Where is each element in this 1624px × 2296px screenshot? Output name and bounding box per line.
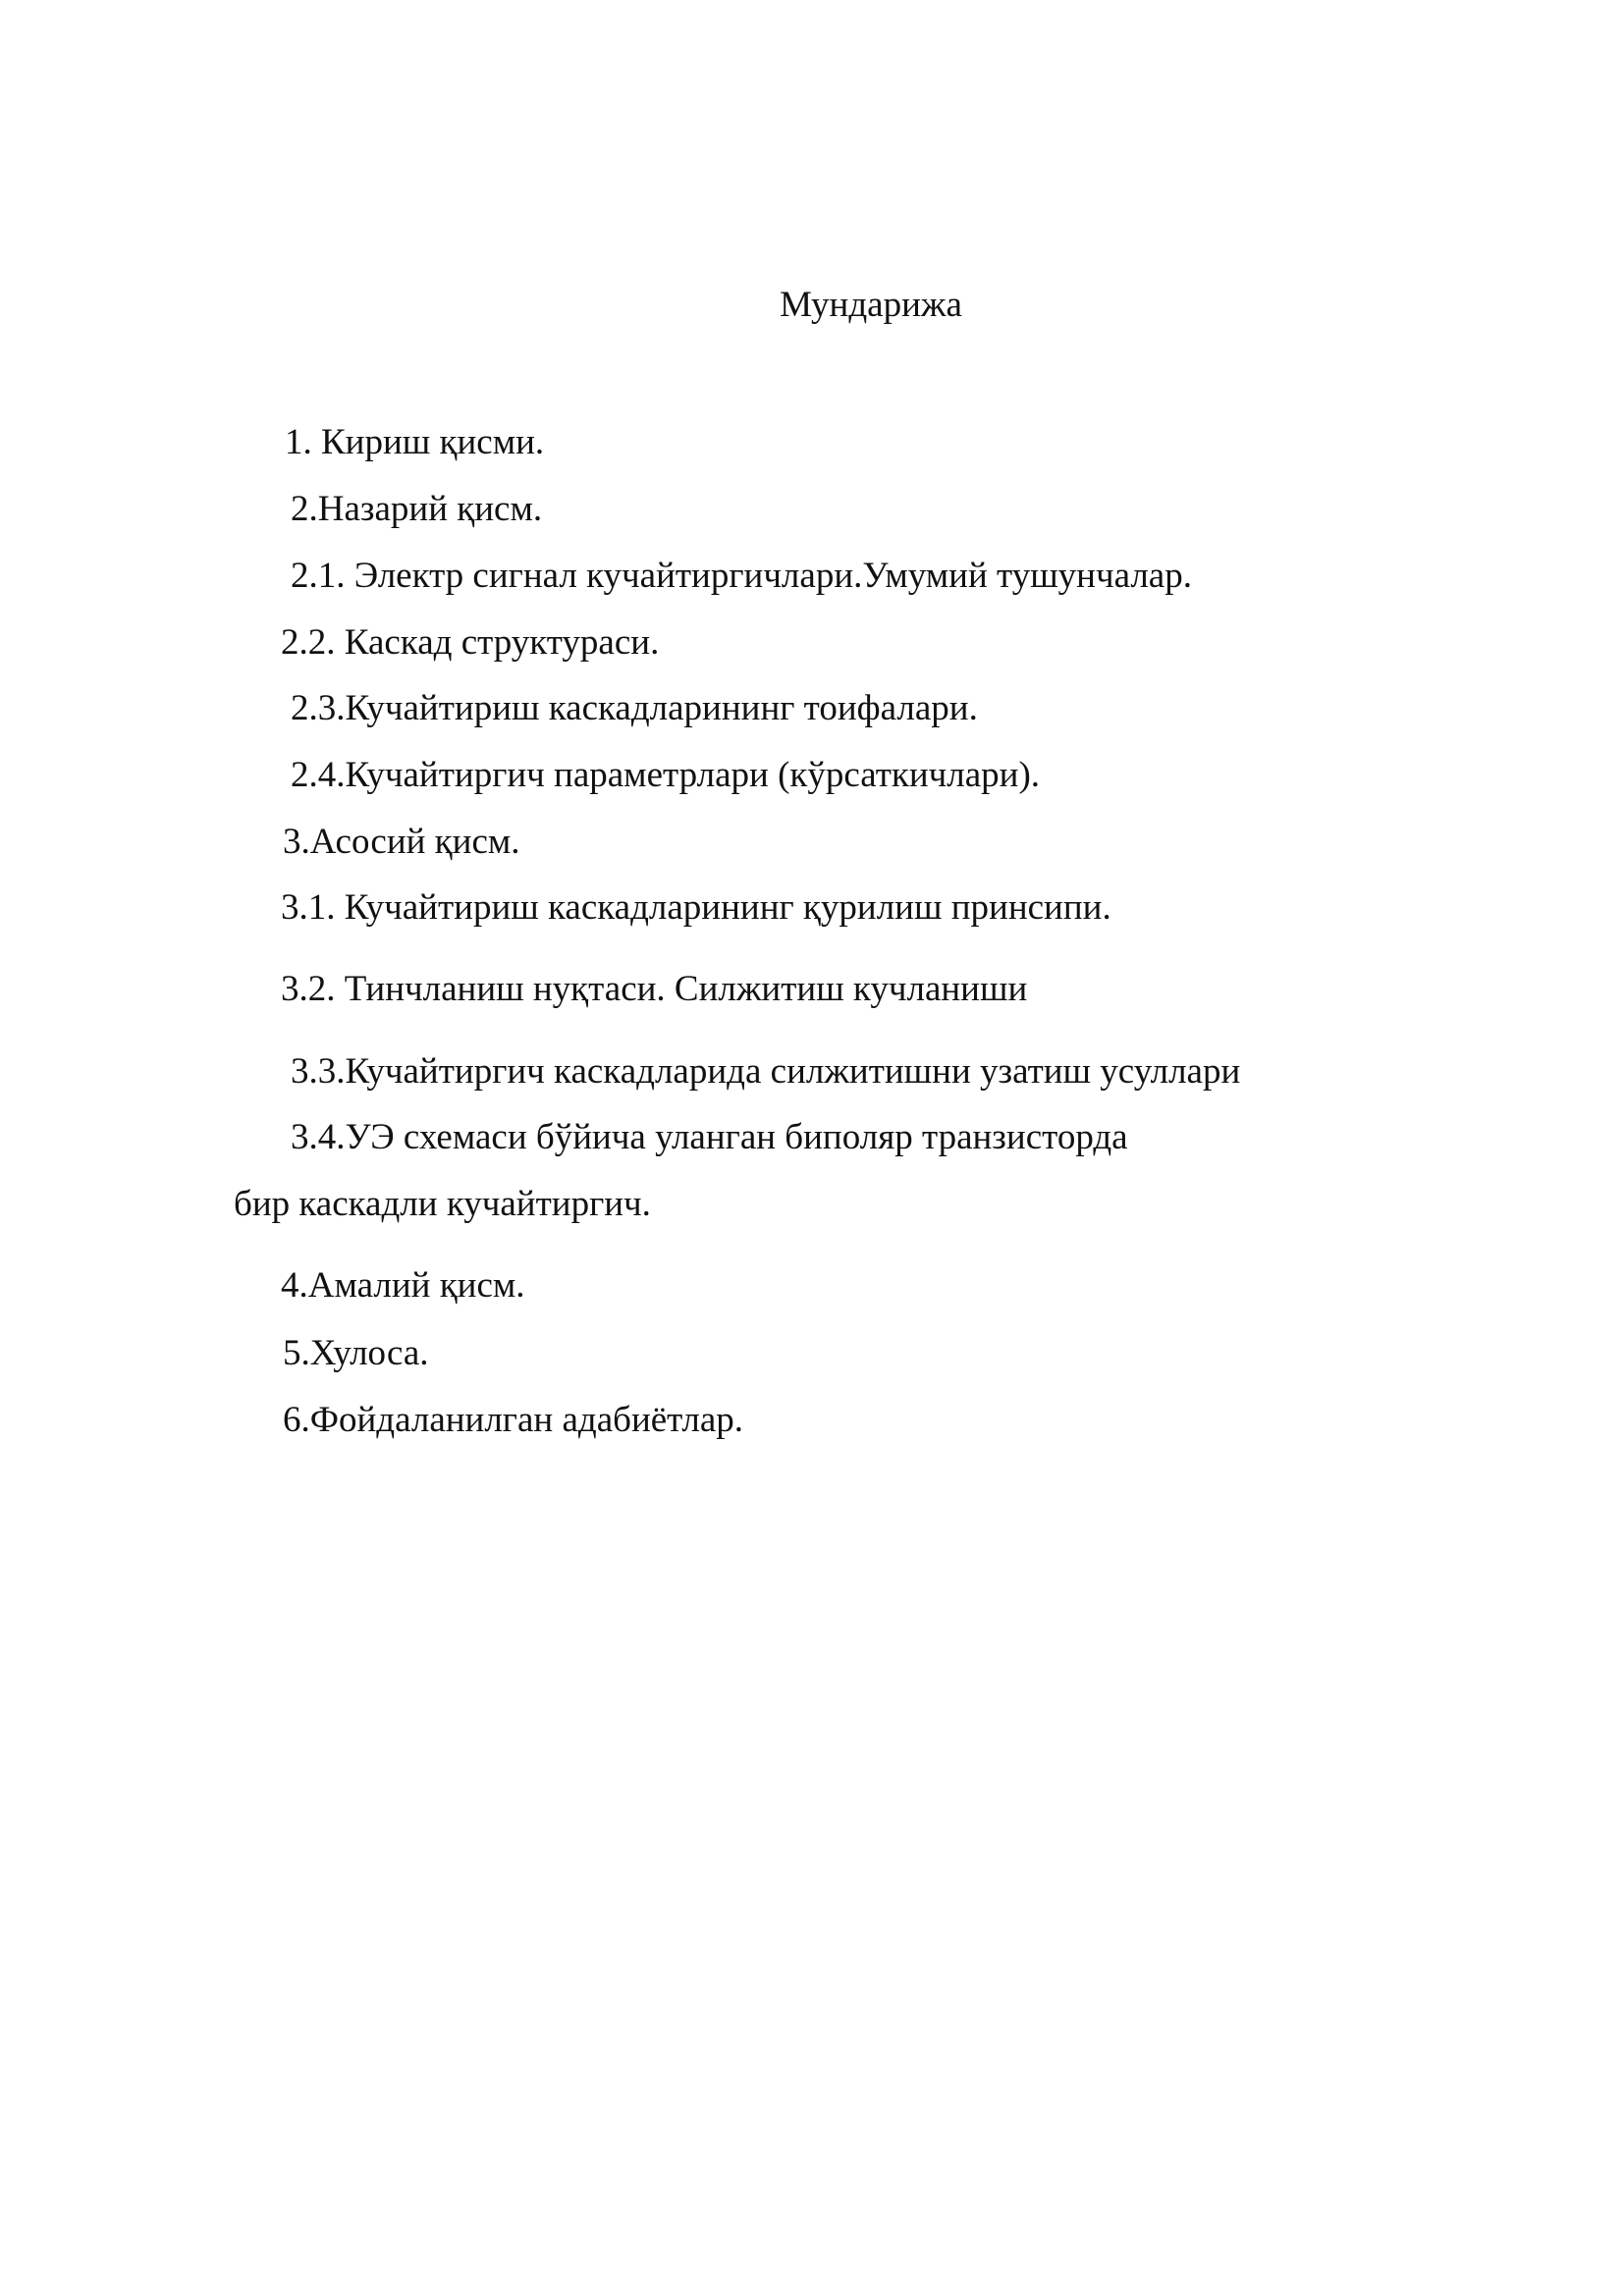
toc-item: 5.Хулоса. [283,1333,429,1373]
toc-item: 2.1. Электр сигнал кучайтиргичлари.Умумий тушунчалар. [291,556,1192,596]
toc-item: 3.3.Кучайтиргич каскадларида силжитишни узатиш усуллари [291,1051,1241,1092]
toc-item: 3.Асосий қисм. [283,822,520,862]
page-title: Мундарижа [780,285,962,325]
toc-item: 3.4.УЭ схемаси бўйича уланган биполяр транзисторда [291,1117,1128,1157]
toc-item: 2.2. Каскад структураси. [281,622,660,663]
toc-item: 3.2. Тинчланиш нуқтаси. Силжитиш кучланиши [281,969,1028,1009]
toc-item: 2.3.Кучайтириш каскадларининг тоифалари. [291,688,978,728]
toc-item: 2.4.Кучайтиргич параметрлари (кўрсаткичлари). [291,755,1041,795]
toc-item: 6.Фойдаланилган адабиётлар. [283,1400,744,1440]
toc-item: 2.Назарий қисм. [291,489,543,529]
toc-item-continuation: бир каскадли кучайтиргич. [234,1184,651,1224]
toc-item: 3.1. Кучайтириш каскадларининг қурилиш принсипи. [281,887,1111,928]
toc-item: 1. Кириш қисми. [285,422,545,462]
toc-item: 4.Амалий қисм. [281,1265,525,1306]
